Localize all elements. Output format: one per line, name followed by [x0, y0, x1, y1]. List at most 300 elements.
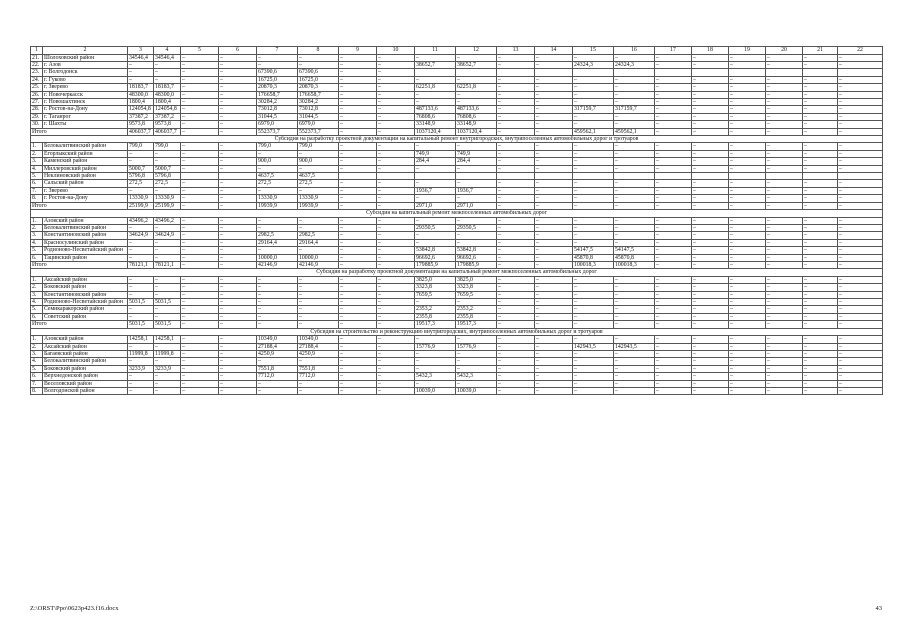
value-cell: – — [838, 254, 883, 261]
value-cell: – — [181, 106, 219, 113]
value-cell: 45870,8 — [573, 254, 614, 261]
row-number: 8. — [31, 387, 43, 394]
total-value-cell: – — [219, 128, 257, 135]
value-cell: – — [838, 195, 883, 202]
value-cell: – — [339, 365, 377, 372]
value-cell: – — [128, 276, 154, 283]
column-number: 19 — [729, 47, 766, 55]
value-cell: – — [219, 247, 257, 254]
value-cell: – — [838, 143, 883, 150]
value-cell: – — [614, 98, 655, 105]
value-cell: – — [573, 387, 614, 394]
value-cell: – — [219, 336, 257, 343]
value-cell: – — [535, 365, 573, 372]
value-cell: – — [614, 180, 655, 187]
district-name: Родионово-Несветайский район — [43, 299, 128, 306]
value-cell: – — [614, 313, 655, 320]
value-cell: – — [377, 98, 415, 105]
value-cell: – — [154, 254, 181, 261]
value-cell: – — [339, 380, 377, 387]
table-row — [31, 276, 883, 283]
value-cell: – — [692, 373, 729, 380]
value-cell: – — [803, 150, 838, 157]
value-cell: – — [838, 313, 883, 320]
district-name: Советский район — [43, 313, 128, 320]
value-cell: – — [573, 351, 614, 358]
value-cell: – — [692, 98, 729, 105]
value-cell: 272,5 — [128, 180, 154, 187]
value-cell: – — [692, 380, 729, 387]
value-cell: – — [692, 284, 729, 291]
district-name: г. Зверево — [43, 84, 128, 91]
value-cell: – — [614, 143, 655, 150]
value-cell: – — [803, 217, 838, 224]
value-cell: – — [415, 358, 456, 365]
value-cell: 62251,8 — [415, 84, 456, 91]
value-cell: – — [219, 76, 257, 83]
value-cell: – — [298, 187, 339, 194]
value-cell: – — [803, 239, 838, 246]
value-cell: – — [614, 158, 655, 165]
value-cell: – — [655, 306, 692, 313]
table-row — [31, 173, 883, 180]
total-value-cell: 5031,5 — [154, 321, 181, 328]
value-cell: – — [154, 313, 181, 320]
value-cell: – — [692, 84, 729, 91]
page-footer — [30, 605, 882, 612]
value-cell: – — [339, 195, 377, 202]
value-cell: – — [535, 121, 573, 128]
value-cell: – — [655, 195, 692, 202]
value-cell: – — [154, 187, 181, 194]
value-cell: – — [766, 84, 803, 91]
total-value-cell: – — [298, 321, 339, 328]
value-cell: – — [614, 351, 655, 358]
value-cell: – — [377, 351, 415, 358]
value-cell: – — [573, 232, 614, 239]
total-value-cell: – — [838, 202, 883, 209]
value-cell: – — [803, 187, 838, 194]
value-cell: – — [339, 121, 377, 128]
value-cell: – — [415, 76, 456, 83]
total-value-cell: – — [377, 202, 415, 209]
value-cell: – — [219, 276, 257, 283]
value-cell: – — [838, 358, 883, 365]
value-cell: – — [339, 373, 377, 380]
total-value-cell: – — [377, 261, 415, 268]
value-cell: 37387,2 — [154, 113, 181, 120]
value-cell: – — [803, 299, 838, 306]
total-value-cell: – — [181, 261, 219, 268]
total-value-cell: 179885,9 — [456, 261, 497, 268]
value-cell: – — [614, 284, 655, 291]
value-cell: – — [339, 306, 377, 313]
value-cell: – — [766, 306, 803, 313]
value-cell: 10039,0 — [415, 387, 456, 394]
row-number: 4. — [31, 299, 43, 306]
row-number: 2. — [31, 224, 43, 231]
row-number: 6. — [31, 313, 43, 320]
value-cell: – — [535, 91, 573, 98]
column-number: 20 — [766, 47, 803, 55]
total-value-cell: – — [692, 128, 729, 135]
value-cell: 124054,8 — [128, 106, 154, 113]
district-name: Каменский район — [43, 158, 128, 165]
value-cell: – — [298, 387, 339, 394]
value-cell: – — [128, 284, 154, 291]
table-row — [31, 373, 883, 380]
value-cell: – — [535, 232, 573, 239]
row-number: 6. — [31, 254, 43, 261]
value-cell: – — [128, 313, 154, 320]
value-cell: – — [377, 61, 415, 68]
value-cell: 31044,5 — [257, 113, 298, 120]
total-value-cell: – — [803, 321, 838, 328]
value-cell: – — [535, 113, 573, 120]
section-title-row — [31, 269, 883, 277]
value-cell: – — [692, 343, 729, 350]
value-cell: – — [573, 98, 614, 105]
value-cell: – — [766, 150, 803, 157]
total-value-cell: – — [535, 202, 573, 209]
value-cell: 4637,5 — [257, 173, 298, 180]
value-cell: – — [456, 98, 497, 105]
value-cell: – — [497, 143, 535, 150]
total-value-cell: – — [729, 128, 766, 135]
value-cell — [339, 173, 377, 180]
value-cell: – — [573, 217, 614, 224]
row-number: 7. — [31, 380, 43, 387]
value-cell: – — [614, 306, 655, 313]
value-cell: – — [655, 98, 692, 105]
total-value-cell: 459562,1 — [573, 128, 614, 135]
value-cell: 43496,2 — [128, 217, 154, 224]
total-value-cell: – — [181, 321, 219, 328]
value-cell: – — [803, 313, 838, 320]
value-cell: – — [729, 306, 766, 313]
value-cell: – — [219, 358, 257, 365]
value-cell: – — [692, 217, 729, 224]
value-cell: – — [729, 232, 766, 239]
value-cell — [614, 173, 655, 180]
value-cell: – — [219, 299, 257, 306]
value-cell: – — [181, 69, 219, 76]
value-cell: – — [803, 254, 838, 261]
value-cell: 20870,3 — [257, 84, 298, 91]
value-cell: – — [573, 54, 614, 61]
value-cell: 31044,5 — [298, 113, 339, 120]
value-cell: – — [128, 239, 154, 246]
value-cell: – — [655, 165, 692, 172]
value-cell: – — [655, 91, 692, 98]
value-cell: – — [573, 180, 614, 187]
row-number: 7. — [31, 187, 43, 194]
value-cell: – — [729, 380, 766, 387]
value-cell — [803, 173, 838, 180]
value-cell: – — [377, 254, 415, 261]
value-cell: – — [181, 276, 219, 283]
table-row — [31, 143, 883, 150]
value-cell: – — [655, 143, 692, 150]
value-cell: – — [415, 143, 456, 150]
value-cell: – — [614, 365, 655, 372]
table-row — [31, 387, 883, 394]
total-value-cell: – — [573, 321, 614, 328]
district-name: Тацинский район — [43, 254, 128, 261]
value-cell: – — [729, 224, 766, 231]
value-cell: – — [219, 180, 257, 187]
district-name: Родионово-Несветайский район — [43, 247, 128, 254]
value-cell: – — [766, 106, 803, 113]
value-cell: – — [729, 195, 766, 202]
table-row — [31, 358, 883, 365]
value-cell: – — [692, 91, 729, 98]
value-cell: 749,9 — [415, 150, 456, 157]
total-value-cell: – — [219, 261, 257, 268]
section-title: Субсидия на разработку проектной документации на капитальный ремонт внутригородских, внутрипоселенных автомобильных дорог и тротуаров — [31, 135, 883, 143]
value-cell: – — [838, 387, 883, 394]
district-name: г. Ростов-на-Дону — [43, 106, 128, 113]
total-value-cell: – — [535, 321, 573, 328]
value-cell: – — [181, 165, 219, 172]
value-cell: – — [257, 380, 298, 387]
value-cell — [497, 173, 535, 180]
value-cell: – — [729, 247, 766, 254]
column-number: 18 — [692, 47, 729, 55]
value-cell: – — [497, 217, 535, 224]
value-cell: – — [838, 76, 883, 83]
value-cell: – — [497, 276, 535, 283]
value-cell: – — [803, 365, 838, 372]
value-cell: – — [154, 239, 181, 246]
column-number: 16 — [614, 47, 655, 55]
value-cell: 272,5 — [298, 180, 339, 187]
total-value-cell: – — [339, 261, 377, 268]
value-cell: – — [181, 351, 219, 358]
value-cell: 13330,9 — [298, 195, 339, 202]
value-cell: – — [377, 84, 415, 91]
value-cell — [415, 69, 456, 76]
value-cell — [535, 173, 573, 180]
value-cell: – — [497, 76, 535, 83]
total-value-cell: – — [838, 261, 883, 268]
value-cell: 487133,6 — [456, 106, 497, 113]
value-cell: – — [456, 336, 497, 343]
value-cell: – — [803, 143, 838, 150]
value-cell: – — [377, 195, 415, 202]
value-cell — [692, 173, 729, 180]
value-cell: – — [692, 299, 729, 306]
value-cell: – — [128, 61, 154, 68]
value-cell: – — [219, 106, 257, 113]
row-number: 8. — [31, 195, 43, 202]
value-cell: – — [535, 158, 573, 165]
value-cell: – — [766, 113, 803, 120]
value-cell: – — [729, 343, 766, 350]
value-cell: – — [838, 224, 883, 231]
row-number: 3. — [31, 291, 43, 298]
value-cell: – — [181, 313, 219, 320]
value-cell: – — [614, 232, 655, 239]
value-cell: 5432,3 — [415, 373, 456, 380]
value-cell: – — [497, 158, 535, 165]
total-value-cell: – — [838, 321, 883, 328]
value-cell: – — [339, 291, 377, 298]
value-cell: – — [339, 165, 377, 172]
value-cell: – — [128, 291, 154, 298]
row-number: 4. — [31, 358, 43, 365]
value-cell: 33148,9 — [415, 121, 456, 128]
value-cell: – — [377, 54, 415, 61]
value-cell: – — [535, 336, 573, 343]
total-value-cell: – — [339, 128, 377, 135]
value-cell: – — [415, 165, 456, 172]
value-cell: – — [415, 365, 456, 372]
value-cell: – — [692, 76, 729, 83]
table-row — [31, 106, 883, 113]
value-cell: – — [415, 380, 456, 387]
value-cell: – — [838, 84, 883, 91]
value-cell: – — [154, 276, 181, 283]
value-cell: – — [692, 365, 729, 372]
value-cell: – — [655, 121, 692, 128]
value-cell: – — [535, 299, 573, 306]
value-cell: – — [154, 343, 181, 350]
value-cell: – — [573, 224, 614, 231]
value-cell: – — [257, 150, 298, 157]
value-cell: – — [803, 180, 838, 187]
value-cell: – — [803, 380, 838, 387]
value-cell: – — [535, 84, 573, 91]
district-name: Красносулинский район — [43, 239, 128, 246]
value-cell: – — [692, 113, 729, 120]
value-cell: – — [729, 150, 766, 157]
value-cell: – — [838, 306, 883, 313]
row-number: 29. — [31, 113, 43, 120]
value-cell: – — [766, 217, 803, 224]
value-cell: – — [838, 343, 883, 350]
value-cell: – — [655, 254, 692, 261]
value-cell: – — [573, 239, 614, 246]
value-cell: – — [573, 306, 614, 313]
value-cell: – — [766, 247, 803, 254]
value-cell: – — [838, 98, 883, 105]
value-cell: – — [181, 239, 219, 246]
value-cell: – — [377, 150, 415, 157]
value-cell: 27188,4 — [257, 343, 298, 350]
value-cell: – — [219, 195, 257, 202]
value-cell: – — [803, 284, 838, 291]
table-row — [31, 76, 883, 83]
total-value-cell: – — [655, 261, 692, 268]
value-cell — [729, 69, 766, 76]
table-row — [31, 306, 883, 313]
value-cell: 27188,4 — [298, 343, 339, 350]
total-label: Итого — [31, 202, 128, 209]
value-cell: – — [614, 121, 655, 128]
value-cell: – — [614, 224, 655, 231]
value-cell: – — [415, 351, 456, 358]
value-cell: – — [219, 224, 257, 231]
value-cell — [219, 173, 257, 180]
value-cell — [655, 69, 692, 76]
value-cell: 16725,0 — [298, 76, 339, 83]
value-cell: 142943,5 — [614, 343, 655, 350]
value-cell: – — [655, 336, 692, 343]
value-cell: 96692,6 — [456, 254, 497, 261]
total-value-cell: – — [497, 202, 535, 209]
row-number: 1. — [31, 276, 43, 283]
value-cell — [497, 69, 535, 76]
value-cell: 799,0 — [298, 143, 339, 150]
value-cell: – — [535, 180, 573, 187]
value-cell: 73012,8 — [257, 106, 298, 113]
value-cell: – — [655, 61, 692, 68]
value-cell: – — [535, 276, 573, 283]
value-cell: – — [339, 276, 377, 283]
value-cell: – — [766, 158, 803, 165]
value-cell: – — [803, 84, 838, 91]
value-cell: – — [339, 98, 377, 105]
value-cell: – — [838, 232, 883, 239]
value-cell: – — [219, 313, 257, 320]
value-cell: – — [154, 158, 181, 165]
value-cell: 5000,7 — [128, 165, 154, 172]
value-cell: – — [729, 254, 766, 261]
value-cell: – — [377, 158, 415, 165]
value-cell — [573, 69, 614, 76]
value-cell: – — [803, 54, 838, 61]
value-cell: – — [803, 247, 838, 254]
value-cell: – — [456, 232, 497, 239]
district-name: Верхнедонской район — [43, 373, 128, 380]
value-cell: – — [655, 247, 692, 254]
value-cell: – — [219, 239, 257, 246]
district-name: г. Ростов-на-Дону — [43, 195, 128, 202]
row-number: 4. — [31, 165, 43, 172]
value-cell: – — [535, 150, 573, 157]
value-cell: – — [655, 343, 692, 350]
value-cell: – — [339, 91, 377, 98]
value-cell: – — [573, 113, 614, 120]
value-cell: – — [181, 76, 219, 83]
value-cell: – — [339, 284, 377, 291]
value-cell: – — [655, 76, 692, 83]
table-row — [31, 224, 883, 231]
total-value-cell: 5031,5 — [128, 321, 154, 328]
value-cell — [535, 69, 573, 76]
total-row — [31, 202, 883, 209]
value-cell: – — [181, 180, 219, 187]
value-cell: 7712,0 — [257, 373, 298, 380]
value-cell: 29350,5 — [415, 224, 456, 231]
value-cell: 18183,7 — [128, 84, 154, 91]
value-cell: – — [655, 284, 692, 291]
value-cell: – — [154, 150, 181, 157]
value-cell: – — [614, 195, 655, 202]
value-cell: – — [838, 187, 883, 194]
value-cell: – — [257, 247, 298, 254]
value-cell: – — [692, 239, 729, 246]
value-cell: – — [181, 343, 219, 350]
district-name: Аксайский район — [43, 276, 128, 283]
value-cell: – — [655, 180, 692, 187]
value-cell: 73012,8 — [298, 106, 339, 113]
value-cell: – — [535, 165, 573, 172]
value-cell: 15776,9 — [415, 343, 456, 350]
table-row — [31, 313, 883, 320]
column-number: 9 — [339, 47, 377, 55]
